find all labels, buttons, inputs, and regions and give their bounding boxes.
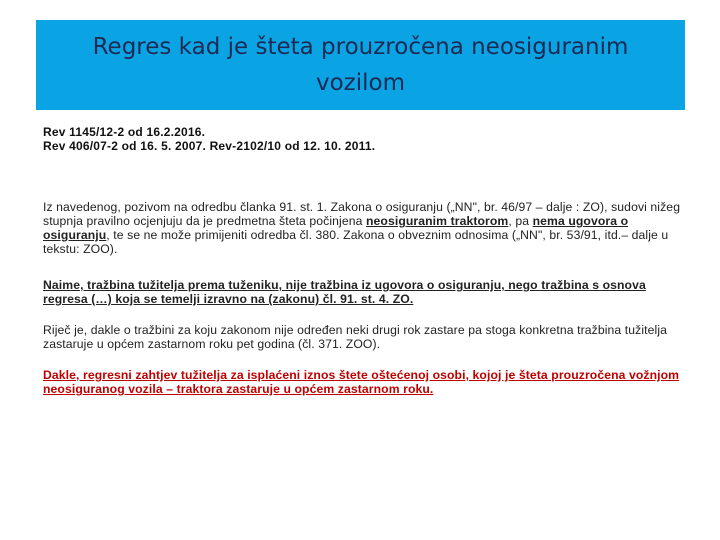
case-references bbox=[43, 126, 683, 153]
paragraph-2: Naime, tražbina tužitelja prema tuženiku, nije tražbina iz ugovora o osiguranju, nego tražbina s osnova regresa (…) koja se temelji izravno na (zakonu) čl. 91. st. 4. ZO. bbox=[43, 278, 646, 306]
paragraph-4-conclusion: Dakle, regresni zahtjev tužitelja za isplaćeni iznos štete oštećenoj osobi, kojoj je šteta prouzročena vožnjom neosiguranog vozila – traktora zastaruje u općem zastarnom roku. bbox=[43, 368, 680, 396]
paragraph-1-text-b: , pa bbox=[508, 214, 533, 228]
paragraph-3: Riječ je, dakle o tražbini za koju zakonom nije određen neki drugi rok zastare pa stoga konkretna tražbina tužitelja zastaruje u općem zastarnom roku pet godina (čl. 371. ZOO). bbox=[43, 323, 668, 351]
paragraph-1-emphasis-no-contract: nema ugovora o osiguranju bbox=[43, 214, 629, 242]
reference-line-1: Rev 1145/12-2 od 16.2.2016. bbox=[43, 125, 206, 139]
paragraph-1-emphasis-tractor: neosiguranim traktorom bbox=[365, 214, 509, 228]
title-banner bbox=[36, 20, 685, 110]
paragraph-1-text-c: , te se ne može primijeniti odredba čl. 380. Zakona o obveznim odnosima („NN", br. 53/91, itd.– dalje u tekstu: ZOO). bbox=[43, 228, 669, 256]
paragraph-1 bbox=[43, 200, 683, 256]
slide-title: Regres kad je šteta prouzročena neosiguranim vozilom bbox=[92, 34, 629, 96]
reference-line-2: Rev 406/07-2 od 16. 5. 2007. Rev-2102/10 od 12. 10. 2011. bbox=[43, 138, 376, 153]
paragraph-1-text-a: Iz navedenog, pozivom na odredbu članka 91. st. 1. Zakona o osiguranju („NN", br. 46/97 – dalje : ZO), sudovi nižeg stupnja pravilno ocjenjuju da je predmetna šteta počinjena bbox=[43, 200, 681, 228]
